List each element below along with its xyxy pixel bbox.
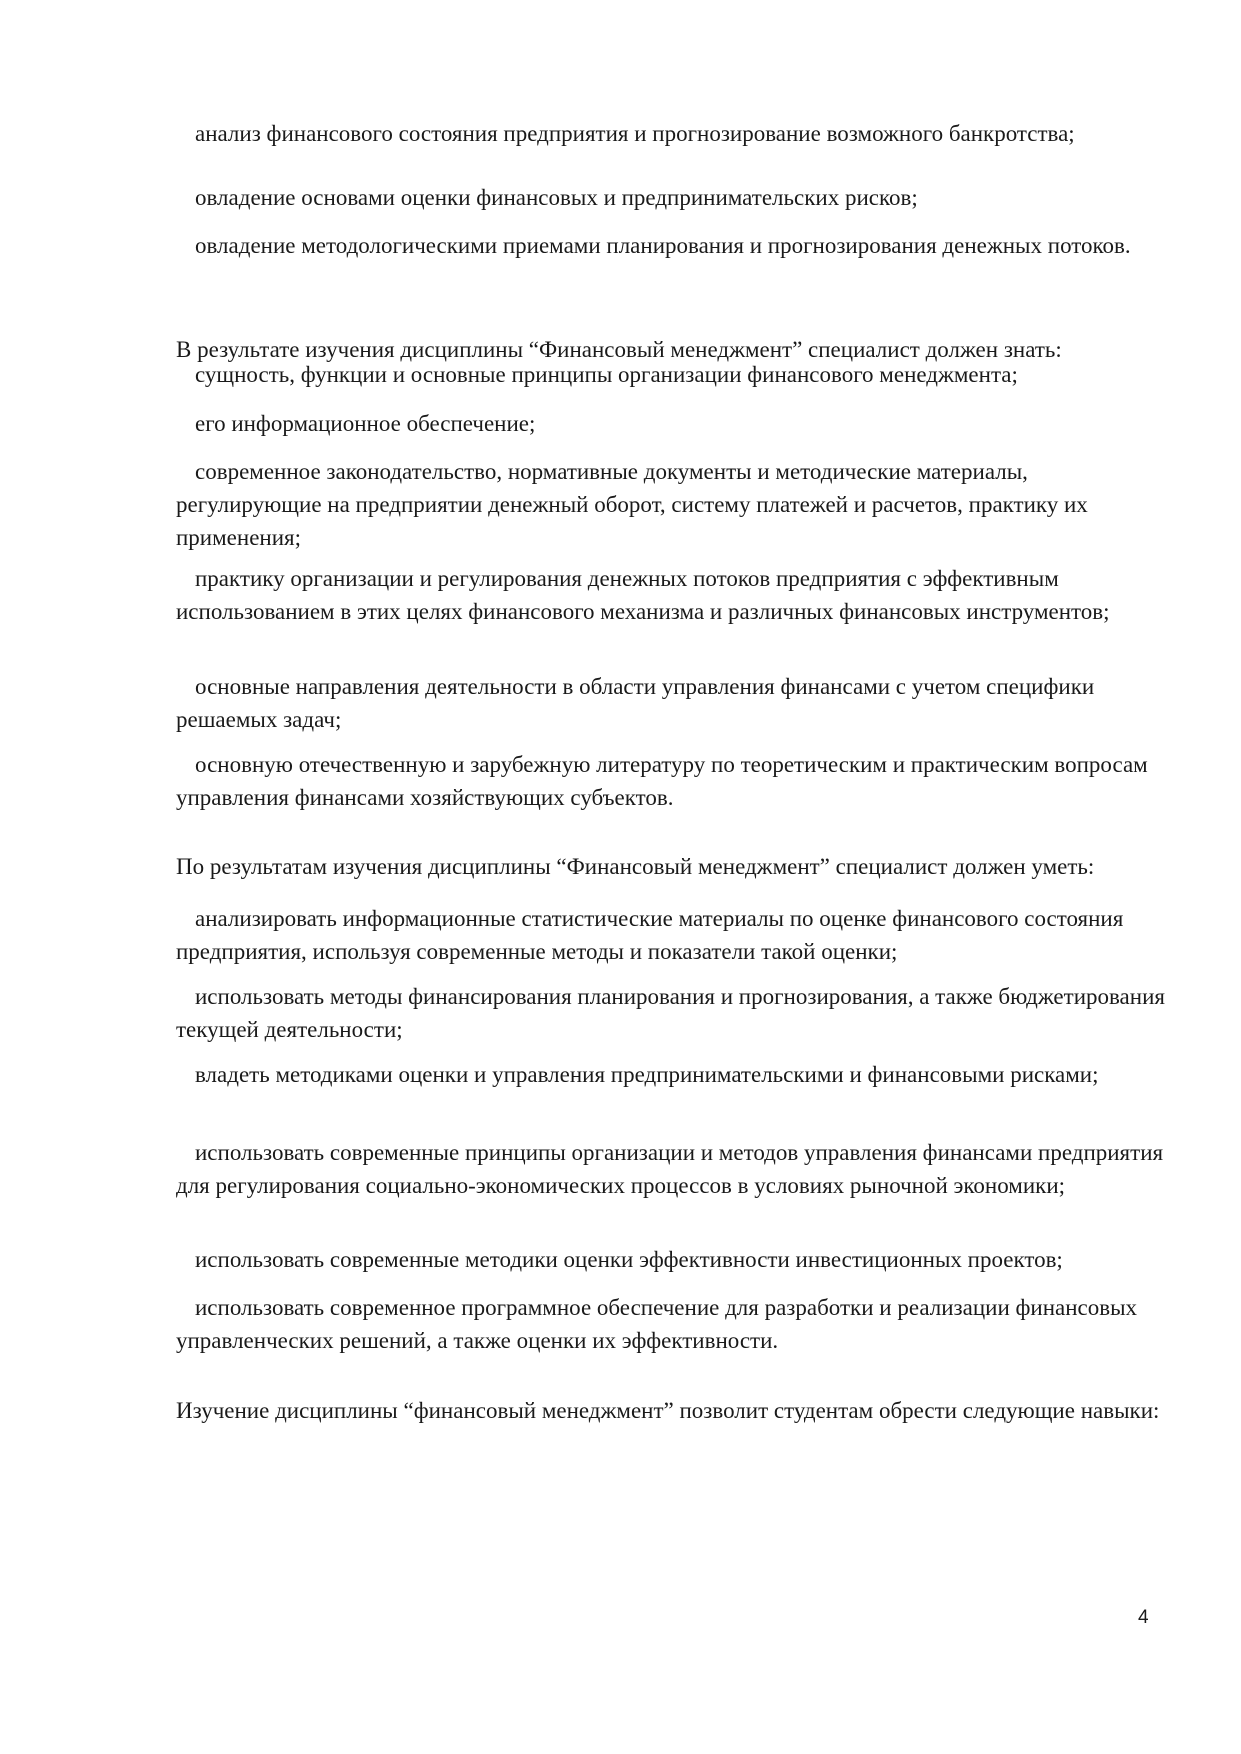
know-item: практику организации и регулирования денежных потоков предприятия с эффективным использованием в этих целях финансового механизма и различных финансовых инструментов; (176, 566, 1110, 624)
know-item: сущность, функции и основные принципы организации финансового менеджмента; (195, 362, 1018, 387)
able-item: использовать современные принципы организации и методов управления финансами предприятия для регулирования социально-экономических процессов в условиях рыночной экономики; (176, 1140, 1164, 1198)
able-item: владеть методиками оценки и управления предпринимательскими и финансовыми рисками; (195, 1062, 1099, 1087)
skills-heading: Изучение дисциплины “финансовый менеджмент” позволит студентам обрести следующие навыки: (176, 1398, 1160, 1423)
know-item: основные направления деятельности в области управления финансами с учетом специфики решаемых задач; (176, 674, 1095, 732)
able-heading: По результатам изучения дисциплины “Финансовый менеджмент” специалист должен уметь: (176, 854, 1095, 879)
know-heading: В результате изучения дисциплины “Финансовый менеджмент” специалист должен знать: (176, 337, 1062, 362)
able-item: использовать современные методики оценки эффективности инвестиционных проектов; (195, 1247, 1063, 1272)
able-item: использовать методы финансирования планирования и прогнозирования, а также бюджетирования текущей деятельности; (176, 984, 1165, 1042)
objective-item: овладение основами оценки финансовых и предпринимательских рисков; (195, 185, 918, 210)
know-item: основную отечественную и зарубежную литературу по теоретическим и практическим вопросам управления финансами хозяйствующих субъектов. (176, 752, 1148, 810)
able-item: использовать современное программное обеспечение для разработки и реализации финансовых управленческих решений, а также оценки их эффективности. (176, 1295, 1138, 1353)
objective-item: анализ финансового состояния предприятия и прогнозирование возможного банкротства; (195, 121, 1075, 146)
know-item: его информационное обеспечение; (195, 411, 536, 436)
objective-item: овладение методологическими приемами планирования и прогнозирования денежных потоков. (195, 233, 1131, 258)
able-item: анализировать информационные статистические материалы по оценке финансового состояния предприятия, используя современные методы и показатели такой оценки; (176, 906, 1124, 964)
know-item: современное законодательство, нормативные документы и методические материалы, регулирующие на предприятии денежный оборот, систему платежей и расчетов, практику их применения; (176, 459, 1088, 550)
page-number: 4 (1138, 1607, 1149, 1628)
